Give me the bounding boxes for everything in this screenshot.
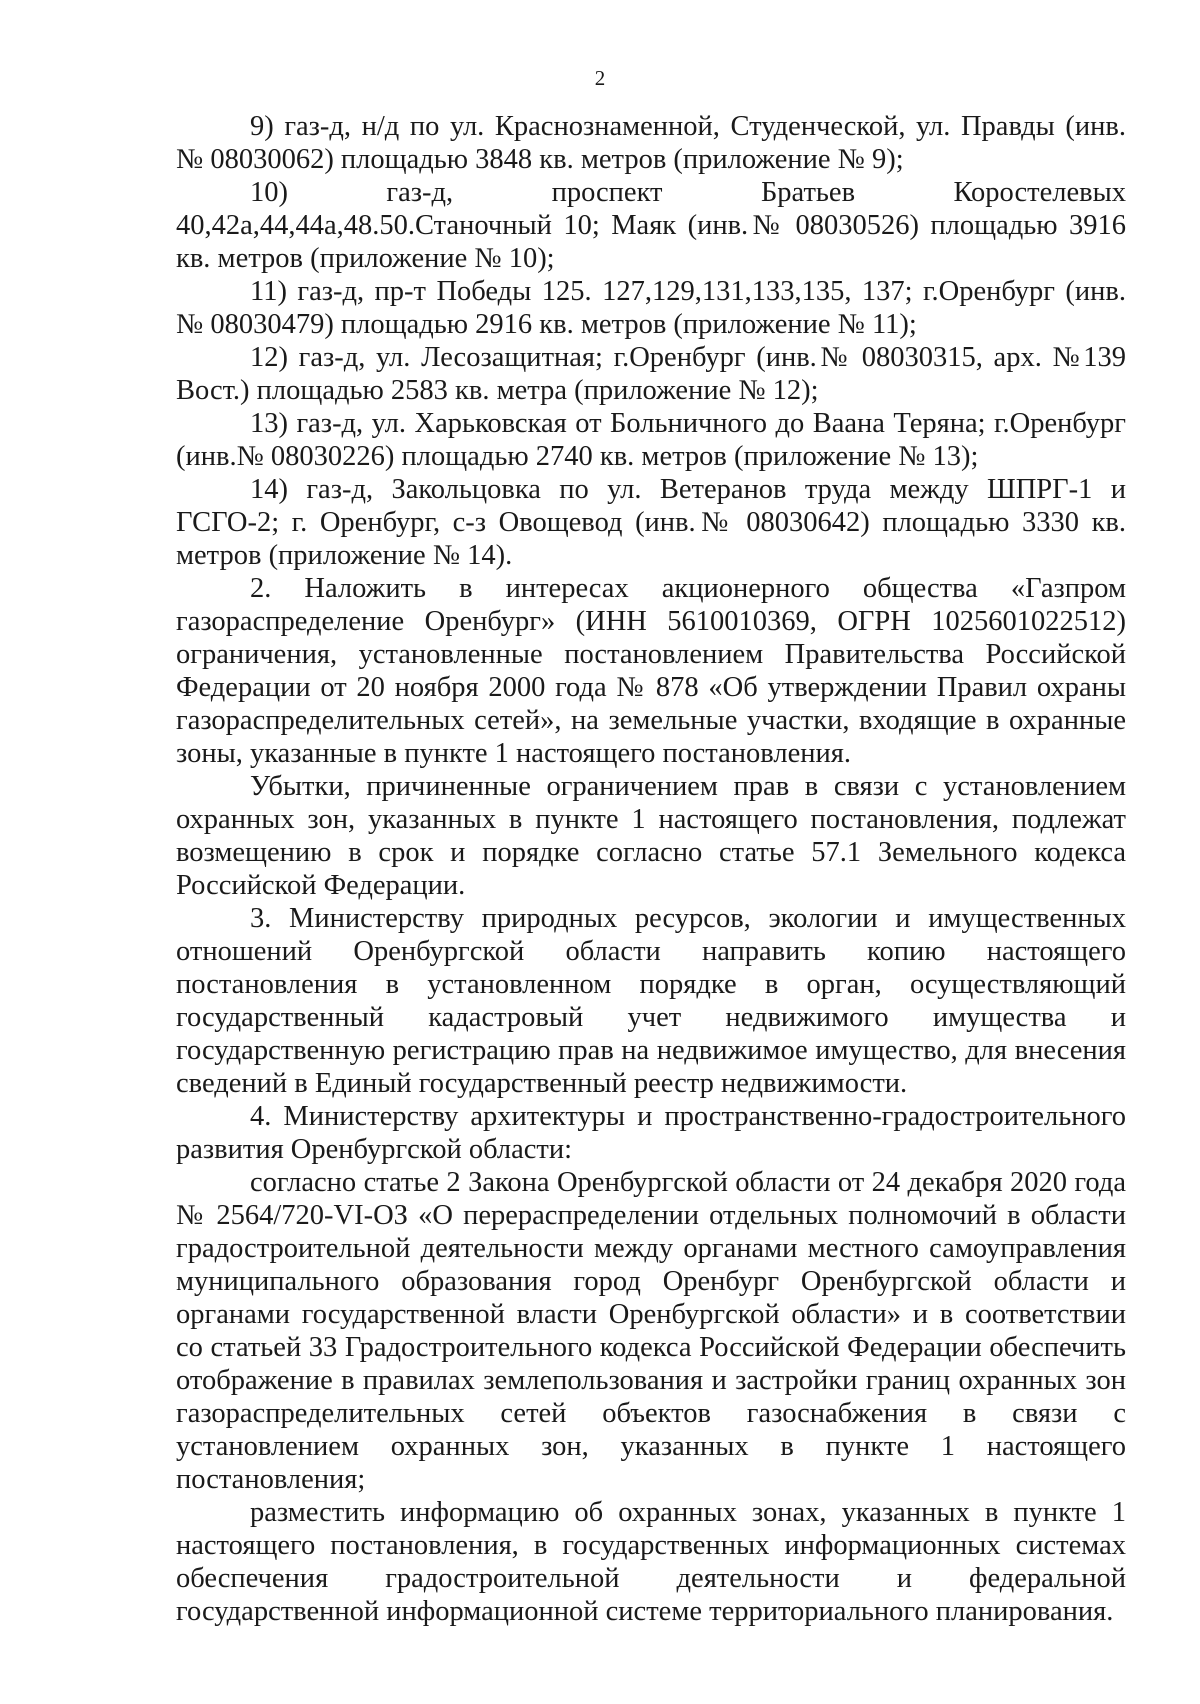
paragraph-clause-2: 2. Наложить в интересах акционерного общества «Газпром газораспределение Оренбург» (ИНН 5610010369, ОГРН 1025601022512) ограничения, установленные постановлением Правительства Российской Федерации от 20 ноября 2000 года № 878 «Об утверждении Правил охраны газораспределительных сетей», на земельные участки, входящие в охранные зоны, указанные в пункте 1 настоящего постановления. bbox=[176, 573, 1126, 769]
paragraph-item-12: 12) газ-д, ул. Лесозащитная; г.Оренбург (инв.№ 08030315, арх. №139 Вост.) площадью 2583 кв. метра (приложение № 12); bbox=[176, 342, 1126, 406]
paragraph-item-13: 13) газ-д, ул. Харьковская от Больничного до Ваана Теряна; г.Оренбург (инв.№ 08030226) площадью 2740 кв. метров (приложение № 13); bbox=[176, 408, 1126, 472]
paragraph-item-10: 10) газ-д, проспект Братьев Коростелевых 40,42а,44,44а,48.50.Станочный 10; Маяк (инв.№ 08030526) площадью 3916 кв. метров (приложение № 10); bbox=[176, 177, 1126, 274]
page-number: 2 bbox=[594, 66, 606, 90]
paragraph-clause-4-display: согласно статье 2 Закона Оренбургской области от 24 декабря 2020 года № 2564/720-VI-ОЗ «О перераспределении отдельных полномочий в области градостроительной деятельности между органами местного самоуправления муниципального образования город Оренбург Оренбургской области и органами государственной власти Оренбургской области» и в соответствии со статьей 33 Градостроительного кодекса Российской Федерации обеспечить отображение в правилах землепользования и застройки границ охранных зон газораспределительных сетей объектов газоснабжения в связи с установлением охранных зон, указанных в пункте 1 настоящего постановления; bbox=[176, 1167, 1126, 1495]
paragraph-item-11: 11) газ-д, пр-т Победы 125. 127,129,131,133,135, 137; г.Оренбург (инв.№ 08030479) площадью 2916 кв. метров (приложение № 11); bbox=[176, 276, 1126, 340]
paragraph-item-14: 14) газ-д, Закольцовка по ул. Ветеранов труда между ШПРГ-1 и ГСГО-2; г. Оренбург, с-з Овощевод (инв.№ 08030642) площадью 3330 кв. метров (приложение № 14). bbox=[176, 474, 1126, 571]
paragraph-losses: Убытки, причиненные ограничением прав в связи с установлением охранных зон, указанных в пункте 1 настоящего постановления, подлежат возмещению в срок и порядке согласно статье 57.1 Земельного кодекса Российской Федерации. bbox=[176, 771, 1126, 901]
paragraph-clause-3: 3. Министерству природных ресурсов, экологии и имущественных отношений Оренбургской области направить копию настоящего постановления в установленном порядке в орган, осуществляющий государственный кадастровый учет недвижимого имущества и государственную регистрацию прав на недвижимое имущество, для внесения сведений в Единый государственный реестр недвижимости. bbox=[176, 903, 1126, 1099]
document-body bbox=[176, 110, 1126, 1628]
paragraph-item-9: 9) газ-д, н/д по ул. Краснознаменной, Студенческой, ул. Правды (инв. № 08030062) площадью 3848 кв. метров (приложение № 9); bbox=[176, 111, 1126, 175]
paragraph-clause-4-publish: разместить информацию об охранных зонах, указанных в пункте 1 настоящего постановления, в государственных информационных системах обеспечения градостроительной деятельности и федеральной государственной информационной системе территориального планирования. bbox=[176, 1497, 1126, 1627]
paragraph-clause-4: 4. Министерству архитектуры и пространственно-градостроительного развития Оренбургской области: bbox=[176, 1101, 1126, 1165]
